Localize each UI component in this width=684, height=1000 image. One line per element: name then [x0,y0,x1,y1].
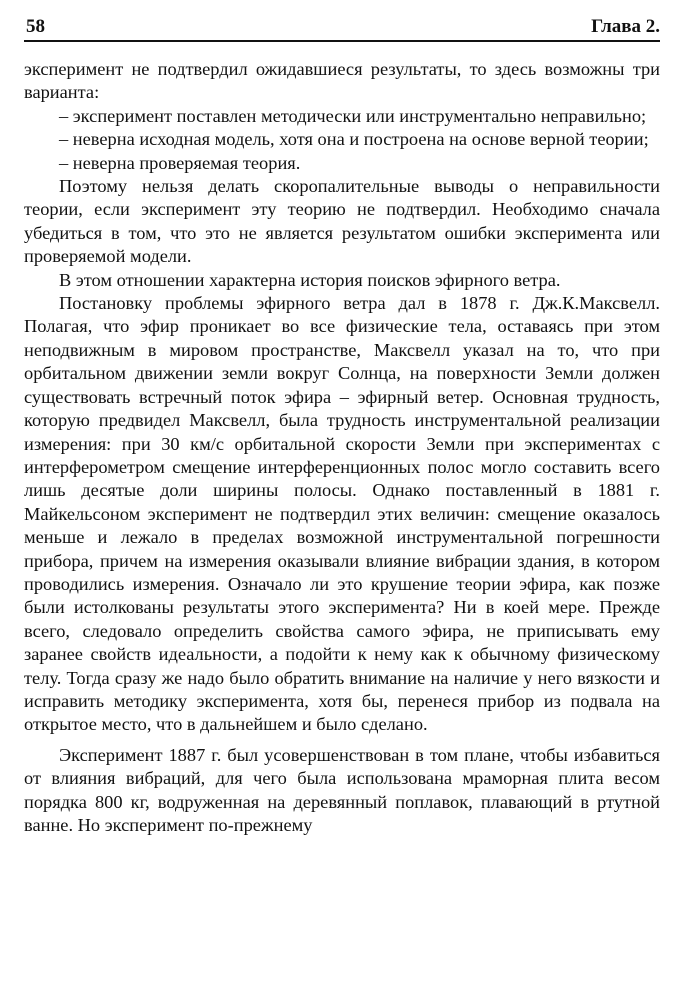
paragraph-maxwell: Постановку проблемы эфирного ветра дал в 1878 г. Дж.К.Максвелл. Полагая, что эфир проникает во все физические тела, оставаясь при этом неподвижным в мировом пространстве, Максвелл указал на то, что при орбитальном движении земли вокруг Солнца, на поверхности Земли должен существовать встречный поток эфира – эфирный ветер. Основная трудность, которую предвидел Максвелл, была трудность инструментальной реализации измерения: при 30 км/с орбитальной скорости Земли при экспериментах с интерферометром смещение интерференционных полос могло составить всего лишь десятые доли ширины полосы. Однако поставленный в 1881 г. Майкельсоном эксперимент не подтвердил этих величин: смещение оказалось меньше и лежало в пределах возможной инструментальной погрешности прибора, причем на измерения оказывали влияние вибрации здания, в котором проводились измерения. Означало ли это крушение теории эфира, как позже были истолкованы результаты этого эксперимента? Ни в коей мере. Прежде всего, следовало определить свойства самого эфира, не приписывать ему заранее свойств идеальности, а подойти к нему как к обычному физическому телу. Тогда сразу же надо было обратить внимание на наличие у него вязкости и исправить методику эксперимента, хотя бы, перенеся прибор из подвала на открытое место, что в дальнейшем и было сделано. [24,293,660,735]
page-number: 58 [26,16,45,37]
paragraph-1887-experiment: Эксперимент 1887 г. был усовершенствован в том плане, чтобы избавиться от влияния вибраций, для чего была использована мраморная плита весом порядка 800 кг, водруженная на деревянный поплавок, плавающий в ртутной ванне. Но эксперимент по-прежнему [24,744,660,835]
body-text [24,58,660,837]
paragraph-conclusion: Поэтому нельзя делать скоропалительные выводы о неправильности теории, если эксперимент эту теорию не подтвердил. Необходимо сначала убедиться в том, что это не является результатом ошибки эксперимента или проверяемой модели. [24,176,660,267]
paragraph-intro: эксперимент не подтвердил ожидавшиеся результаты, то здесь возможны три варианта: [24,59,660,103]
paragraph-aether-history: В этом отношении характерна история поисков эфирного ветра. [59,269,561,290]
list-item-model-error: – неверна исходная модель, хотя она и построена на основе верной теории; [59,129,649,150]
chapter-title: Глава 2. [591,16,660,37]
list-item-theory-error: – неверна проверяемая теория. [59,152,301,173]
running-header [24,14,660,42]
list-item-method-error: – эксперимент поставлен методически или инструментально неправильно; [59,105,647,126]
